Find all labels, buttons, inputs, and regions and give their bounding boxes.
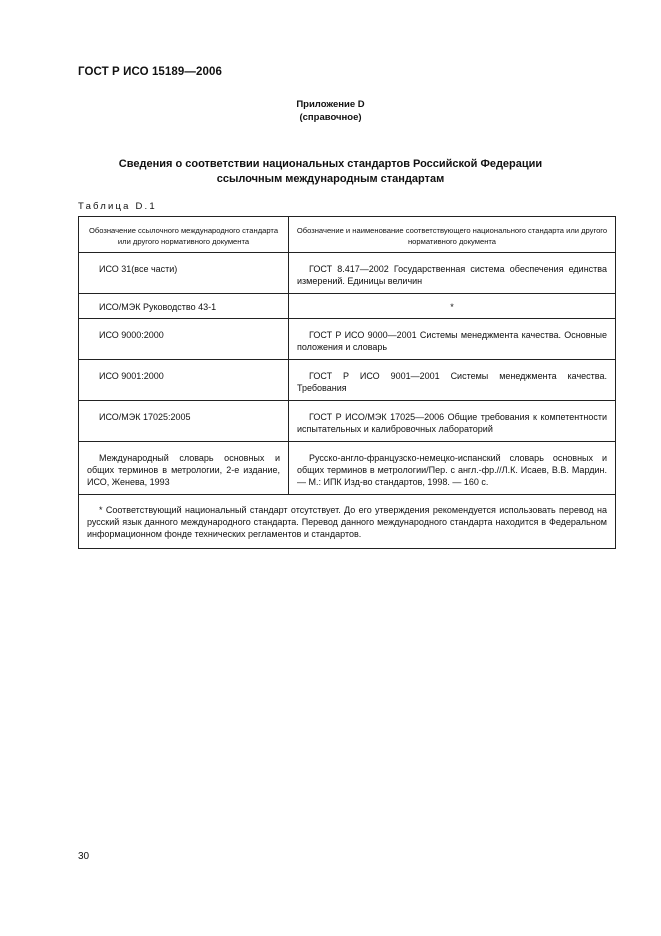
table-footnote: * Соответствующий национальный стандарт отсутствует. До его утверждения рекомендуется использовать перевод на русский язык данного международного стандарта. Перевод данного международного стандарта находится в Федеральном информационном фонде технических регламентов и стандартов. [79, 495, 616, 549]
table-label: Таблица D.1 [78, 201, 157, 212]
table-row [79, 442, 616, 495]
table-row [79, 401, 616, 442]
reference-cell: ИСО/МЭК 17025:2005 [79, 401, 289, 442]
column-header-national: Обозначение и наименование соответствующего национального стандарта или другого нормативного документа [289, 217, 616, 253]
table-row [79, 319, 616, 360]
section-heading-line-1: Сведения о соответствии национальных стандартов Российской Федерации [118, 158, 543, 170]
column-header-reference: Обозначение ссылочного международного стандарта или другого нормативного документа [79, 217, 289, 253]
national-cell: * [289, 294, 616, 319]
section-heading-line-2: ссылочным международным стандартам [216, 173, 445, 185]
national-cell: ГОСТ 8.417—2002 Государственная система обеспечения единства измерений. Единицы величин [289, 253, 616, 294]
national-cell: Русско-англо-французско-немецко-испанский словарь основных и общих терминов в метрологии/Пер. с англ.-фр.//Л.К. Исаев, В.В. Мардин. — М.: ИПК Изд-во стандартов, 1998. — 160 с. [289, 442, 616, 495]
national-cell: ГОСТ Р ИСО 9001—2001 Системы менеджмента качества. Требования [289, 360, 616, 401]
reference-cell: ИСО 9001:2000 [79, 360, 289, 401]
table-row [79, 253, 616, 294]
national-cell: ГОСТ Р ИСО/МЭК 17025—2006 Общие требования к компетентности испытательных и калибровочных лабораторий [289, 401, 616, 442]
page-number: 30 [78, 851, 90, 862]
table-row [79, 360, 616, 401]
document-code: ГОСТ Р ИСО 15189—2006 [78, 66, 223, 78]
standards-correspondence-table [78, 216, 616, 549]
reference-cell: Международный словарь основных и общих терминов в метрологии, 2-е издание, ИСО, Женева, 1993 [79, 442, 289, 495]
reference-cell: ИСО 9000:2000 [79, 319, 289, 360]
reference-cell: ИСО 31(все части) [79, 253, 289, 294]
table-header-row [79, 217, 616, 253]
annex-title: Приложение D [296, 99, 365, 110]
table-row [79, 294, 616, 319]
annex-subtitle: (справочное) [299, 112, 362, 123]
table-footnote-row [79, 495, 616, 549]
national-cell: ГОСТ Р ИСО 9000—2001 Системы менеджмента качества. Основные положения и словарь [289, 319, 616, 360]
reference-cell: ИСО/МЭК Руководство 43-1 [79, 294, 289, 319]
